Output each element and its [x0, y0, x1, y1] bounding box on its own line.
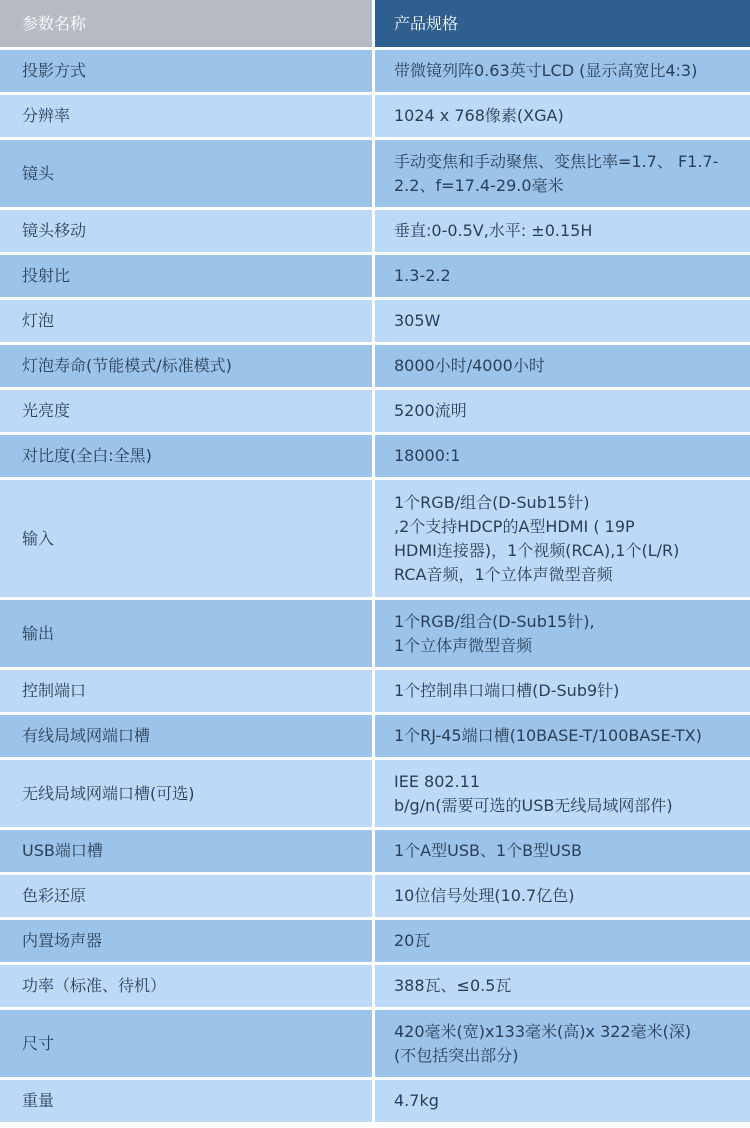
spec-value: 1个RJ-45端口槽(10BASE-T/100BASE-TX) — [375, 715, 750, 757]
param-name: 对比度(全白:全黑) — [0, 435, 375, 477]
spec-value: 8000小时/4000小时 — [375, 345, 750, 387]
table-row — [0, 140, 750, 210]
param-name: 分辨率 — [0, 95, 375, 137]
header-param: 参数名称 — [0, 0, 375, 47]
param-name: 灯泡 — [0, 300, 375, 342]
param-name: 重量 — [0, 1080, 375, 1122]
param-name: USB端口槽 — [0, 830, 375, 872]
spec-value: 1个控制串口端口槽(D-Sub9针) — [375, 670, 750, 712]
table-row — [0, 830, 750, 875]
param-name: 尺寸 — [0, 1010, 375, 1077]
param-name: 色彩还原 — [0, 875, 375, 917]
spec-value: 388瓦、≤0.5瓦 — [375, 965, 750, 1007]
table-row — [0, 435, 750, 480]
table-row — [0, 760, 750, 830]
spec-value: IEE 802.11 b/g/n(需要可选的USB无线局域网部件) — [375, 760, 750, 827]
spec-value: 18000:1 — [375, 435, 750, 477]
table-row — [0, 480, 750, 600]
param-name: 内置场声器 — [0, 920, 375, 962]
param-name: 投射比 — [0, 255, 375, 297]
param-name: 灯泡寿命(节能模式/标准模式) — [0, 345, 375, 387]
spec-value: 305W — [375, 300, 750, 342]
table-row — [0, 390, 750, 435]
param-name: 光亮度 — [0, 390, 375, 432]
table-row — [0, 1010, 750, 1080]
param-name: 有线局域网端口槽 — [0, 715, 375, 757]
spec-value: 4.7kg — [375, 1080, 750, 1122]
param-name: 镜头移动 — [0, 210, 375, 252]
param-name: 输入 — [0, 480, 375, 597]
table-header-row — [0, 0, 750, 50]
table-row — [0, 670, 750, 715]
table-row — [0, 210, 750, 255]
table-row — [0, 50, 750, 95]
spec-value: 1个A型USB、1个B型USB — [375, 830, 750, 872]
spec-value: 5200流明 — [375, 390, 750, 432]
param-name: 无线局域网端口槽(可选) — [0, 760, 375, 827]
param-name: 功率（标准、待机） — [0, 965, 375, 1007]
table-row — [0, 600, 750, 670]
table-row — [0, 965, 750, 1010]
spec-value: 垂直:0-0.5V,水平: ±0.15H — [375, 210, 750, 252]
spec-value: 20瓦 — [375, 920, 750, 962]
spec-value: 1个RGB/组合(D-Sub15针) ,2个支持HDCP的A型HDMI ( 19P HDMI连接器)，1个视频(RCA),1个(L/R) RCA音频，1个立体声微型音频 — [375, 480, 750, 597]
spec-value: 手动变焦和手动聚焦、变焦比率=1.7、 F1.7- 2.2、f=17.4-29.0毫米 — [375, 140, 750, 207]
table-row — [0, 920, 750, 965]
param-name: 输出 — [0, 600, 375, 667]
spec-value: 带微镜列阵0.63英寸LCD (显示高宽比4:3) — [375, 50, 750, 92]
header-spec: 产品规格 — [375, 0, 750, 47]
table-row — [0, 95, 750, 140]
table-row — [0, 255, 750, 300]
spec-value: 10位信号处理(10.7亿色) — [375, 875, 750, 917]
spec-value: 420毫米(宽)x133毫米(高)x 322毫米(深) (不包括突出部分) — [375, 1010, 750, 1077]
spec-value: 1.3-2.2 — [375, 255, 750, 297]
table-row — [0, 345, 750, 390]
table-row — [0, 715, 750, 760]
param-name: 投影方式 — [0, 50, 375, 92]
table-row — [0, 300, 750, 345]
spec-value: 1024 x 768像素(XGA) — [375, 95, 750, 137]
spec-value: 1个RGB/组合(D-Sub15针), 1个立体声微型音频 — [375, 600, 750, 667]
param-name: 控制端口 — [0, 670, 375, 712]
param-name: 镜头 — [0, 140, 375, 207]
table-row — [0, 875, 750, 920]
table-row — [0, 1080, 750, 1125]
